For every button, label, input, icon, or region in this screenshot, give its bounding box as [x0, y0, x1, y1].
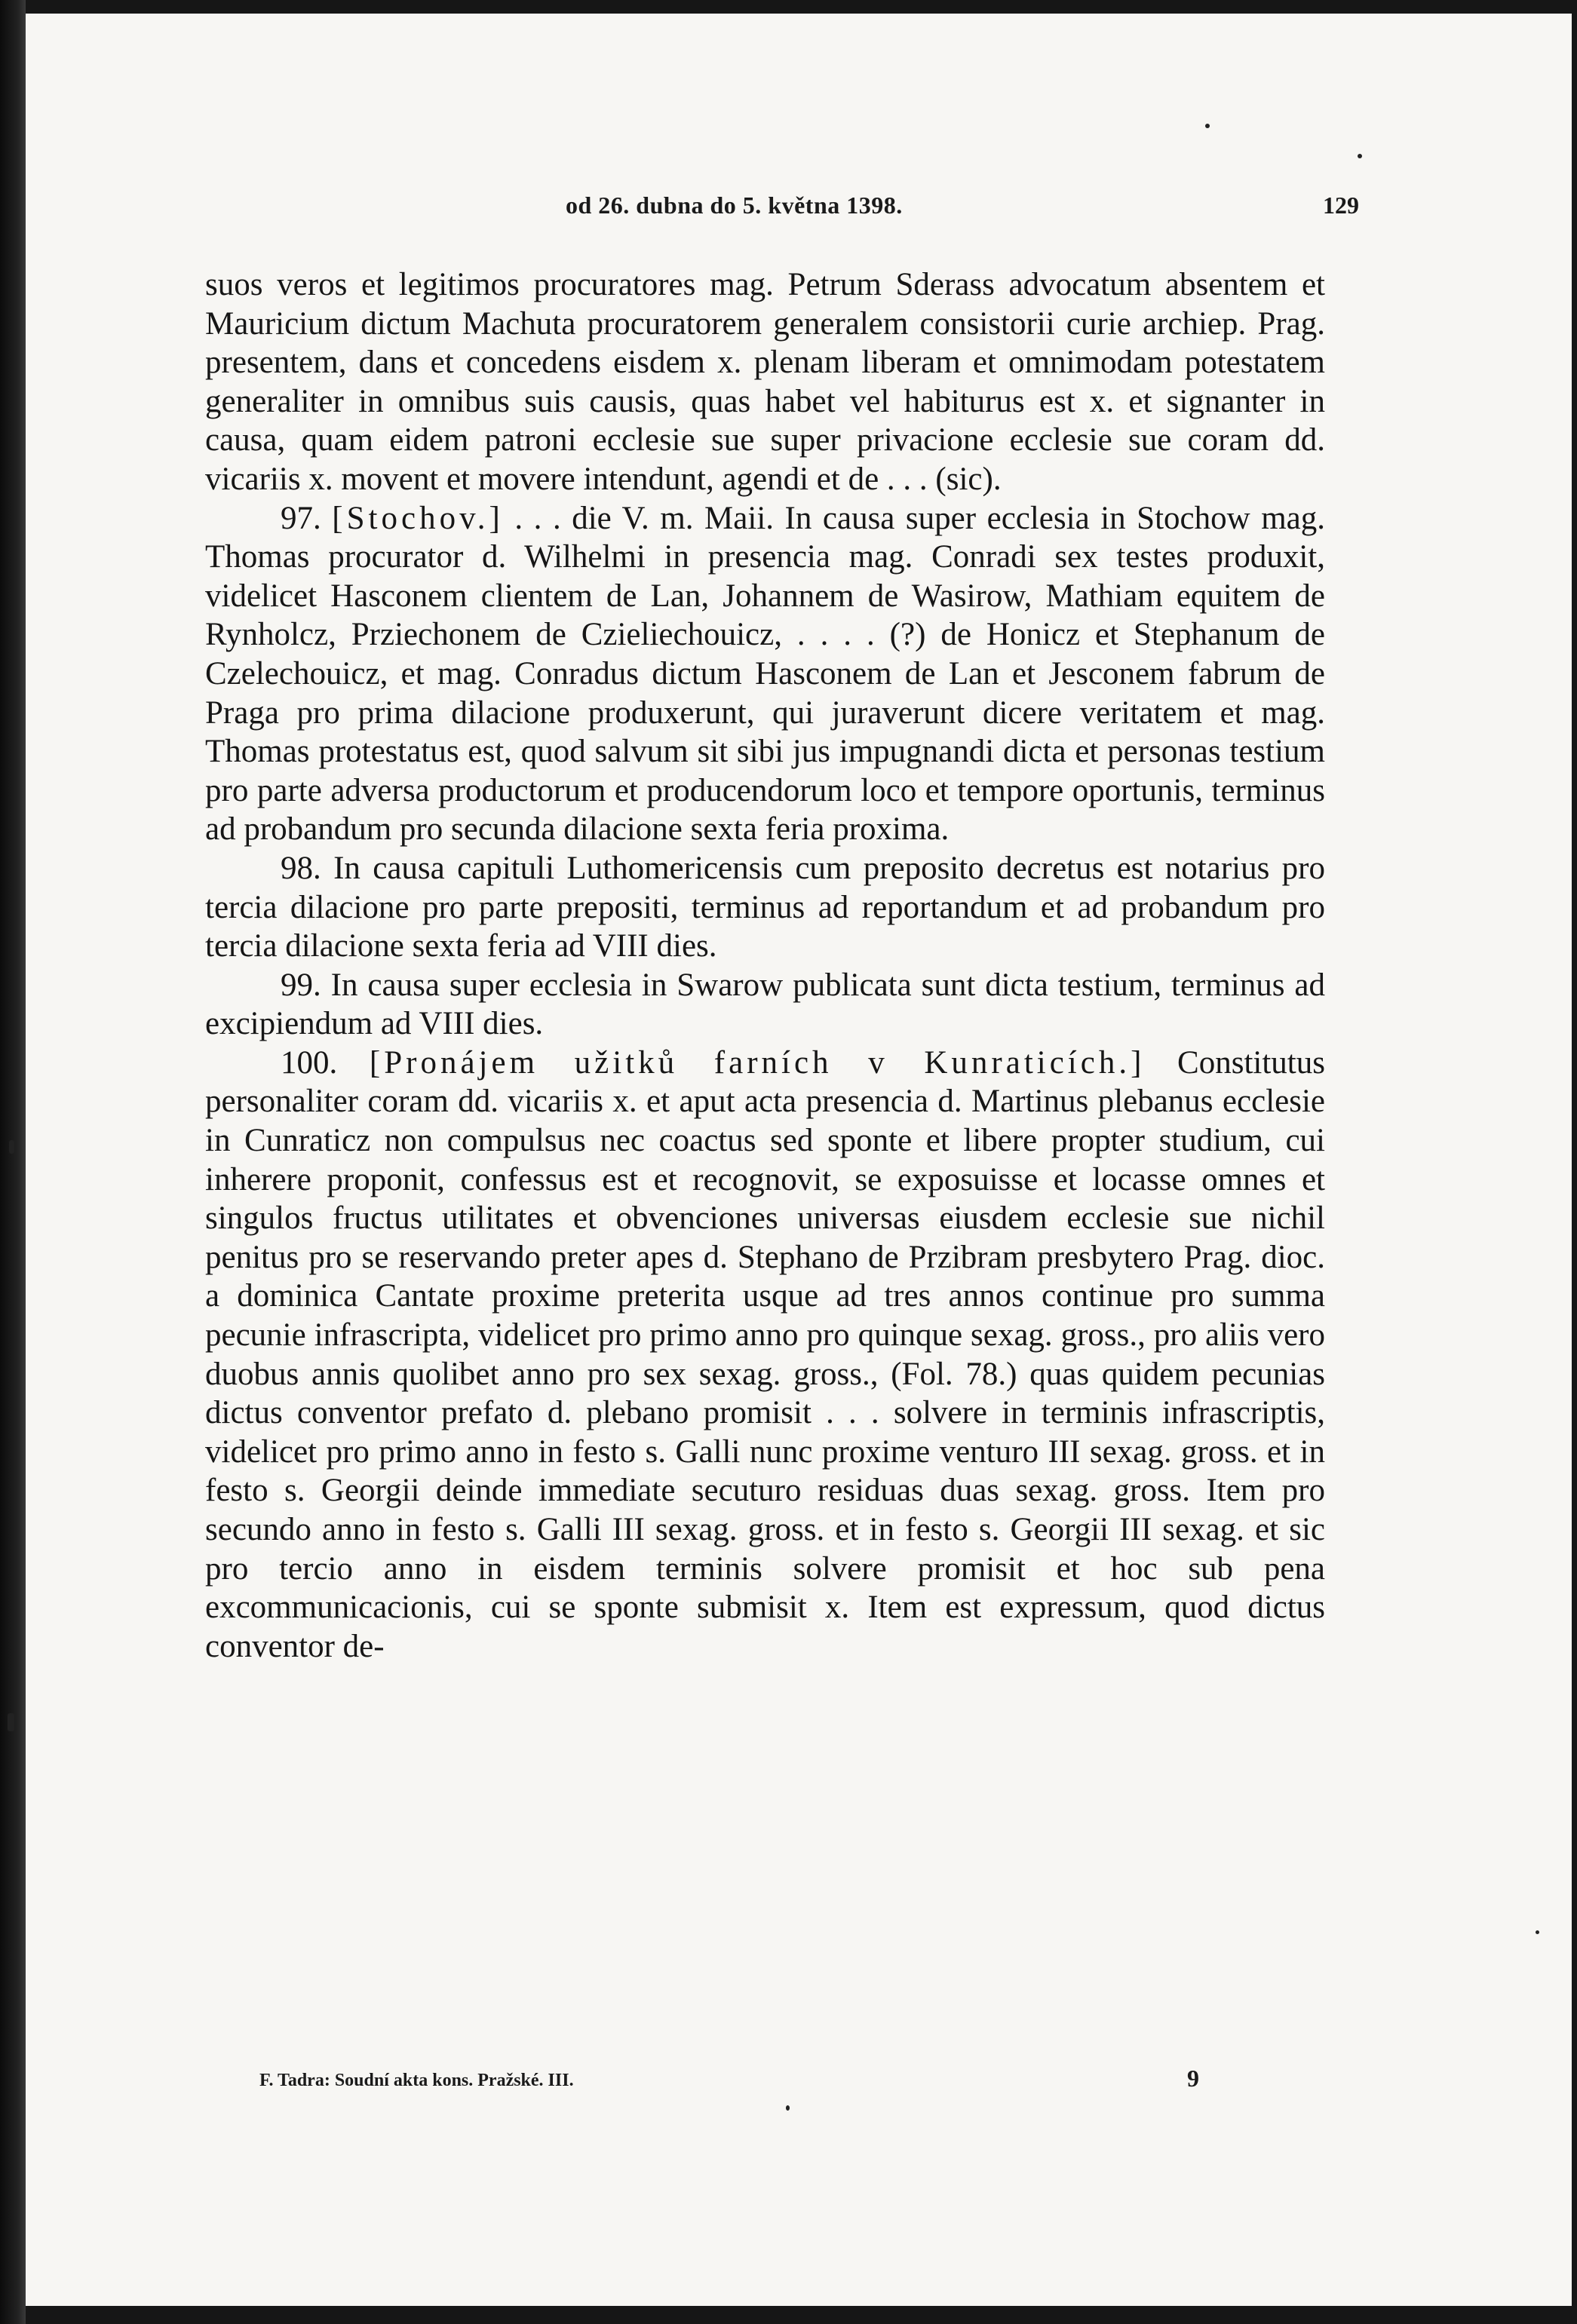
running-header: [204, 192, 1359, 237]
running-title: od 26. dubna do 5. května 1398.: [566, 192, 903, 219]
signature-mark: 9: [1187, 2065, 1199, 2092]
ink-speck: [1358, 154, 1362, 158]
entry-title-97: [Stochov.]: [332, 500, 504, 536]
ink-speck: [1536, 1930, 1539, 1934]
ink-speck: [8, 1713, 14, 1731]
source-citation: F. Tadra: Soudní akta kons. Pražské. III.: [259, 2071, 574, 2090]
ink-speck: [786, 2105, 790, 2111]
ink-speck: [1205, 124, 1210, 128]
entry-text-100: Constitutus personaliter coram dd. vicariis x. et aput acta presencia d. Martinus plebanus ecclesie in Cunraticz non compulsus nec coactus sed sponte et libere propter studium, cui inherere proponit, confessus est et recognovit, se exposuisse et locasse omnes et singulos fructus utilitates et obvenciones universas eiusdem ecclesie sue nichil penitus pro se reservando preter apes d. Stephano de Przibram presbytero Prag. dioc. a dominica Cantate proxime preterita usque ad tres annos continue pro summa pecunie infrascripta, videlicet pro primo anno pro quinque sexag. gross., pro aliis vero duobus annis quolibet anno pro sex sexag. gross., (Fol. 78.) quas quidem pecunias dictus conventor prefato d. plebano promisit . . . solvere in terminis infrascriptis, videlicet pro primo anno in festo s. Galli nunc proxime venturo III sexag. gross. et in festo s. Georgii deinde immediate secuturo residuas duas sexag. gross. Item pro secundo anno in festo s. Galli III sexag. gross. et in festo s. Georgii III sexag. et sic pro tercio anno in eisdem terminis solvere promisit et hoc sub pena excommunicacionis, cui se sponte submisit x. Item est expressum, quod dictus conventor de-: [205, 1044, 1325, 1664]
page-footer: [259, 2065, 1240, 2102]
entry-number-97: 97.: [281, 500, 321, 536]
paragraph-continuation: suos veros et legitimos procuratores mag. Petrum Sderass advocatum absentem et Mauricium dictum Machuta procuratorem generalem consistorii curie archiep. Prag. presentem, dans et concedens eisdem x. plenam liberam et omnimodam potestatem generaliter in omnibus suis causis, quas habet vel habiturus est x. et signanter in causa, quam eidem patroni ecclesie sue super privacione ecclesie sue coram dd. vicariis x. movent et movere intendunt, agendi et de . . . (sic).: [205, 267, 1325, 497]
entry-number-100: 100.: [281, 1044, 338, 1081]
entry-text-97: . . . die V. m. Maii. In causa super ecclesia in Stochow mag. Thomas procurator d. Wilhelmi in presencia mag. Conradi sex testes produxit, videlicet Hasconem clientem de Lan, Johannem de Wasirow, Mathiam equitem de Rynholcz, Prziechonem de Czieliechouicz, . . . . (?) de Honicz et Stephanum de Czelechouicz, et mag. Conradus dictum Hasconem de Lan et Jesconem fabrum de Praga pro prima dilacione produxerunt, qui juraverunt dicere veritatem et mag. Thomas protestatus est, quod salvum sit sibi jus impugnandi dicta et personas testium pro parte adversa productorum et producendorum loco et tempore oportunis, terminus ad probandum pro secunda dilacione sexta feria proxima.: [205, 500, 1325, 848]
body-text: [205, 265, 1325, 1666]
binding-edge: [0, 0, 26, 2324]
entry-title-100: [Pronájem užitků farních v Kunraticích.]: [369, 1044, 1146, 1081]
paragraph-97: [205, 499, 1325, 849]
paragraph-99: 99. In causa super ecclesia in Swarow publicata sunt dicta testium, terminus ad excipiendum ad VIII dies.: [205, 967, 1325, 1042]
paragraph-98: 98. In causa capituli Luthomericensis cum preposito decretus est notarius pro tercia dilacione pro parte prepositi, terminus ad reportandum et ad probandum pro tercia dilacione sexta feria ad VIII dies.: [205, 850, 1325, 964]
ink-speck: [9, 1140, 14, 1154]
page-number: 129: [1323, 192, 1359, 219]
paragraph-100: [205, 1044, 1325, 1666]
